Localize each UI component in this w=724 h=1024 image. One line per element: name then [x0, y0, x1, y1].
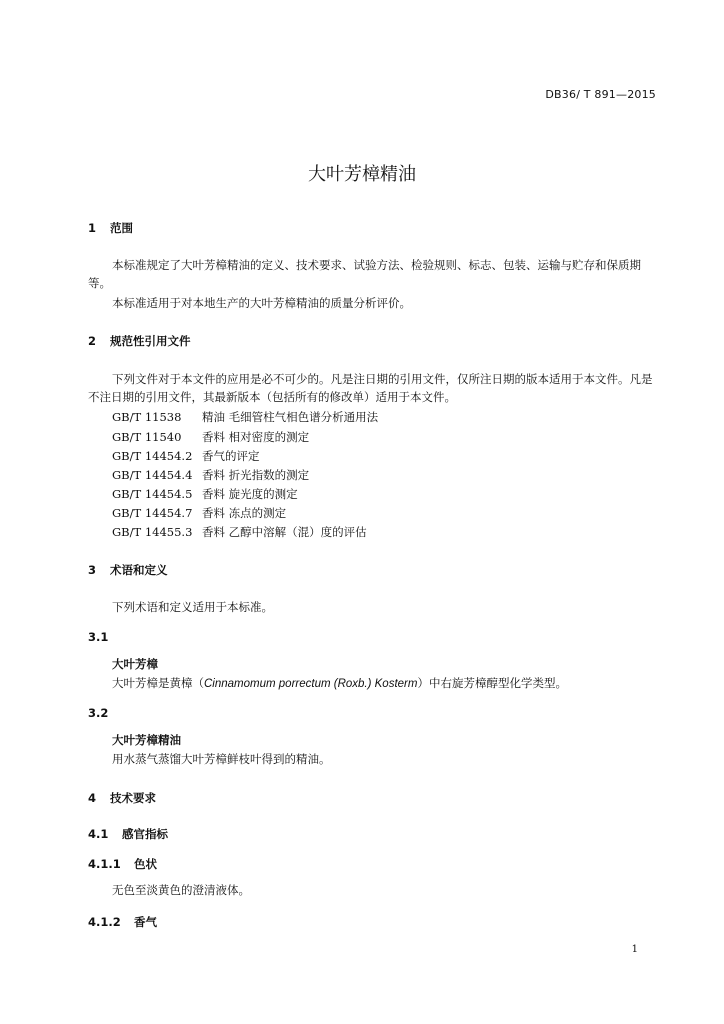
section-2-heading: [88, 333, 191, 349]
term-3-2-name: 大叶芳樟精油: [112, 733, 181, 747]
section-3-heading: [88, 562, 168, 578]
reference-code: GB/T 14455.3: [112, 525, 193, 539]
section-4-title: 技术要求: [110, 791, 157, 805]
document-title: 大叶芳樟精油: [308, 164, 416, 185]
reference-item: [112, 409, 378, 425]
section-1-heading: [88, 220, 133, 236]
section-4-1-1-heading: [88, 856, 157, 872]
reference-code: GB/T 14454.4: [112, 468, 193, 482]
section-3-intro: 下列术语和定义适用于本标准。: [112, 600, 273, 614]
section-4-1-title: 感官指标: [122, 827, 169, 841]
section-1-paragraph-2: 本标准适用于对本地生产的大叶芳樟精油的质量分析评价。: [112, 296, 411, 310]
section-3-number: 3: [88, 563, 97, 577]
section-1-number: 1: [88, 221, 97, 235]
section-4-number: 4: [88, 791, 97, 805]
reference-title: 香气的评定: [202, 449, 260, 463]
term-3-1-definition: [112, 674, 567, 693]
section-2-title: 规范性引用文件: [110, 334, 191, 348]
definition-text: ）中右旋芳樟醇型化学类型。: [417, 676, 567, 690]
section-2-number: 2: [88, 334, 97, 348]
latin-name: Cinnamomum porrectum (Roxb.) Kosterm: [204, 678, 418, 690]
reference-code: GB/T 11540: [112, 430, 182, 444]
reference-title: 香料 折光指数的测定: [202, 468, 310, 482]
reference-title: 香料 旋光度的测定: [202, 487, 298, 501]
section-4-1-2-heading: [88, 914, 157, 930]
reference-title: 精油 毛细管柱气相色谱分析通用法: [202, 410, 379, 424]
reference-code: GB/T 14454.7: [112, 506, 193, 520]
section-4-1-1-title: 色状: [134, 857, 158, 871]
reference-item: [112, 448, 260, 464]
page-number: 1: [631, 944, 638, 955]
section-4-1-heading: [88, 826, 168, 842]
term-3-1-name: 大叶芳樟: [112, 657, 158, 671]
reference-item: [112, 467, 309, 483]
reference-item: [112, 486, 298, 502]
section-1-paragraph-1: 本标准规定了大叶芳樟精油的定义、技术要求、试验方法、检验规则、标志、包装、运输与贮存和保质期等。: [88, 258, 641, 290]
reference-code: GB/T 11538: [112, 410, 182, 424]
section-4-1-2-number: 4.1.2: [88, 915, 121, 929]
section-1-title: 范围: [110, 221, 134, 235]
section-4-1-1-number: 4.1.1: [88, 857, 121, 871]
term-3-2-number: 3.2: [88, 706, 109, 720]
reference-item: [112, 524, 367, 540]
section-4-1-2-title: 香气: [134, 915, 158, 929]
reference-item: [112, 429, 309, 445]
reference-title: 香料 乙醇中溶解（混）度的评估: [202, 525, 367, 539]
section-3-title: 术语和定义: [110, 563, 168, 577]
reference-item: [112, 505, 286, 521]
standard-number: DB36/ T 891—2015: [545, 88, 656, 101]
reference-title: 香料 冻点的测定: [202, 506, 287, 520]
term-3-2-definition: 用水蒸气蒸馏大叶芳樟鲜枝叶得到的精油。: [112, 752, 331, 766]
term-3-1-number: 3.1: [88, 630, 109, 644]
definition-text: 大叶芳樟是黄樟（: [112, 676, 204, 690]
reference-title: 香料 相对密度的测定: [202, 430, 310, 444]
section-2-paragraph-1: 下列文件对于本文件的应用是必不可少的。凡是注日期的引用文件，仅所注日期的版本适用于本文件。凡是不注日期的引用文件，其最新版本（包括所有的修改单）适用于本文件。: [88, 372, 653, 404]
reference-code: GB/T 14454.5: [112, 487, 193, 501]
section-4-1-1-text: 无色至淡黄色的澄清液体。: [112, 883, 250, 897]
section-4-1-number: 4.1: [88, 827, 109, 841]
reference-code: GB/T 14454.2: [112, 449, 193, 463]
section-4-heading: [88, 790, 156, 806]
